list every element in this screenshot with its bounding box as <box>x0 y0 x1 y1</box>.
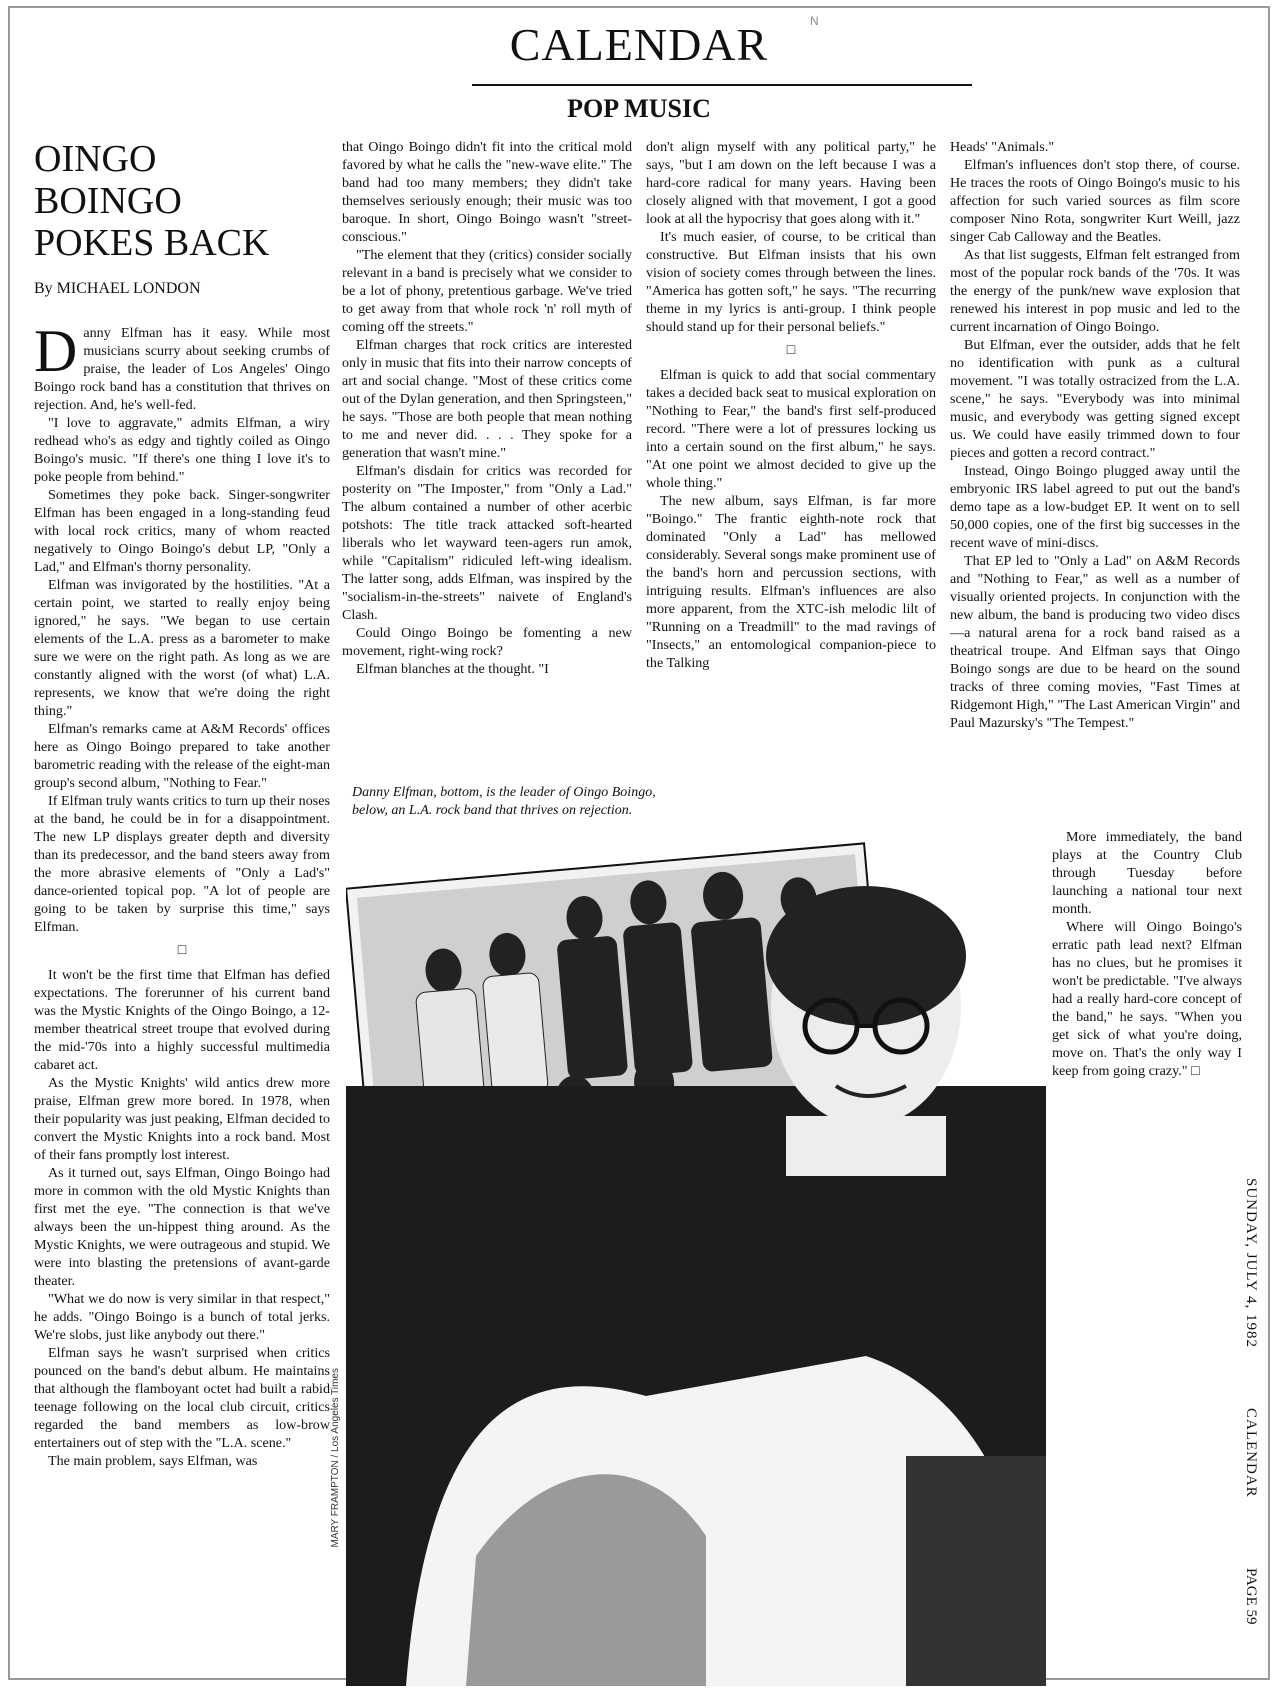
photo-collage <box>346 836 1046 1686</box>
paragraph: As that list suggests, Elfman felt estranged from most of the popular rock bands of the '70s. It was the energy of the punk/new wave explosion that renewed his interest in pop music and led to the current incarnation of Oingo Boingo. <box>950 247 1240 335</box>
article-column-2 <box>342 138 632 678</box>
headline-line-3: POKES BACK <box>34 222 270 264</box>
article-column-1 <box>34 318 330 1470</box>
paragraph: Elfman was invigorated by the hostilities. "At a certain point, we started to really enjoy being ignored," he says. "We began to use certain elements of the L.A. press as a barometer to make sure we were on the right path. As long as we are constantly aligned with the worst (of what) L.A. represents, we know that we're doing the right thing." <box>34 577 330 719</box>
headline <box>34 138 324 264</box>
photo-credit: MARY FRAMPTON / Los Angeles Times <box>330 1368 341 1548</box>
paragraph: As it turned out, says Elfman, Oingo Boingo had more in common with the old Mystic Knights than first met the eye. "The connection is that we've always been the un-hippest thing around. As the Mystic Knights, we were outrageous and stupid. We were into blasting the pretensions of avant-garde theater. <box>34 1165 330 1289</box>
masthead-rule <box>472 84 972 86</box>
side-section-name: CALENDAR <box>1243 1408 1259 1498</box>
paragraph: If Elfman truly wants critics to turn up their noses at the band, he could be in for a disappointment. The new LP displays greater depth and diversity than its predecessor, and the band steers away from the more abrasive elements of "Only a Lad's" dance-oriented topical pop. "A lot of people are going to be taken by surprise this time," says Elfman. <box>34 793 330 935</box>
article-column-4-continued <box>1052 828 1242 1080</box>
paragraph: It won't be the first time that Elfman has defied expectations. The forerunner of his current band was the Mystic Knights of the Oingo Boingo, a 12-member theatrical street troupe that evolved during the mid-'70s into a highly successful multimedia cabaret act. <box>34 967 330 1073</box>
paragraph: Elfman's disdain for critics was recorded for posterity on "The Imposter," from "Only a Lad." The album contained a number of other acerbic potshots: The title track attacked soft-hearted liberals who let wayward teen-agers run amok, while "Capitalism" ridiculed left-wing idealism. The latter song, adds Elfman, was inspired by the "socialism-in-the-streets" naivete of England's Clash. <box>342 463 632 623</box>
paragraph: The new album, says Elfman, is far more "Boingo." The frantic eighth-note rock that dominated "Only a Lad" has mellowed considerably. Several songs make prominent use of the band's horn and percussion sections, with intriguing results. Elfman's influences are also more apparent, from the XTC-ish melodic lilt of "Running on a Treadmill" to the mad ravings of "Insects," an entomological companion-piece to the Talking <box>646 493 936 671</box>
paragraph: It's much easier, of course, to be critical than constructive. But Elfman insists that his own vision of society comes through between the lines. "America has gotten soft," he says. "The recurring theme in my lyrics is anti-group. I think people should stand up for their personal beliefs." <box>646 229 936 335</box>
paragraph: The main problem, says Elfman, was <box>48 1453 258 1469</box>
drop-cap: D <box>34 318 78 384</box>
headline-line-1: OINGO <box>34 138 157 180</box>
newspaper-page <box>8 6 1270 1680</box>
masthead: CALENDAR <box>509 19 769 70</box>
paragraph: Sometimes they poke back. Singer-songwriter Elfman has been engaged in a long-standing feud with local rock critics, many of whom reacted negatively to Oingo Boingo's debut LP, "Only a Lad," and Elfman's thorny personality. <box>34 487 330 575</box>
paragraph: Elfman's influences don't stop there, of course. He traces the roots of Oingo Boingo's music to his affection for such varied sources as film score composer Nino Rota, songwriter Kurt Weill, jazz singer Cab Calloway and the Beatles. <box>950 157 1240 245</box>
paragraph: "The element that they (critics) consider socially relevant in a band is precisely what we consider to be a lot of phony, pretentious garbage. We've tried to get away from that whole rock 'n' roll myth of coming off the streets." <box>342 247 632 335</box>
paragraph: "I love to aggravate," admits Elfman, a wiry redhead who's as edgy and tightly coiled as Oingo Boingo's music. "If there's one thing I love it's to poke people from behind." <box>34 415 330 485</box>
paragraph: Where will Oingo Boingo's erratic path lead next? Elfman has no clues, but he promises it won't be predictable. "I've always had a really hard-core concept of the band," he says. "When you get sick of what you're doing, move on. That's the only way I keep from going crazy." □ <box>1052 919 1242 1079</box>
paragraph: Heads' "Animals." <box>950 139 1055 155</box>
section-break-box: □ <box>786 343 796 358</box>
headline-line-2: BOINGO <box>34 180 182 222</box>
article-column-3 <box>646 138 936 672</box>
section-break-box: □ <box>177 943 187 958</box>
paragraph: But Elfman, ever the outsider, adds that he felt no identification with punk as a cultural movement. "I was totally ostracized from the L.A. scene," he says. "Everybody was into minimal music, and everybody was getting signed except us. We could have easily trimmed down to four pieces and gotten a record contract." <box>950 337 1240 461</box>
dateline: SUNDAY, JULY 4, 1982 <box>1243 1178 1259 1349</box>
paragraph: As the Mystic Knights' wild antics drew more praise, Elfman grew more bored. In 1978, when their popularity was just peaking, Elfman decided to convert the Mystic Knights into a rock band. Most of their fans promptly lost interest. <box>34 1075 330 1163</box>
paragraph: don't align myself with any political party," he says, "but I am down on the left because I was a hard-core radical for many years. Having been closely aligned with that movement, I got a good look at all the hypocrisy that goes along with it." <box>646 139 936 227</box>
paragraph: More immediately, the band plays at the Country Club through Tuesday before launching a national tour next month. <box>1052 829 1242 917</box>
paragraph: Instead, Oingo Boingo plugged away until the embryonic IRS label agreed to put out the band's demo tape as a low-budget EP. It went on to sell 50,000 copies, one of the first big successes in the recent wave of mini-discs. <box>950 463 1240 551</box>
photo-caption: Danny Elfman, bottom, is the leader of Oingo Boingo, below, an L.A. rock band that thrives on rejection. <box>352 785 656 818</box>
paragraph: Elfman blanches at the thought. "I <box>356 661 549 677</box>
paragraph: Elfman is quick to add that social commentary takes a decided back seat to musical exploration on "Nothing to Fear," the band's first self-produced record. "There were a lot of pressures locking us into a certain sound on the first album," he says. "At one point we almost decided to give up the whole thing." <box>646 367 936 491</box>
paragraph: Elfman says he wasn't surprised when critics pounced on the band's debut album. He maintains that although the flamboyant octet had built a rabid teenage following on the local club circuit, critics regarded the band members as low-brow entertainers out of step with the "L.A. scene." <box>34 1345 330 1451</box>
byline: By MICHAEL LONDON <box>34 280 201 297</box>
paragraph: Danny Elfman has it easy. While most musicians scurry about seeking crumbs of praise, the leader of Los Angeles' Oingo Boingo rock band has a constitution that thrives on rejection. And, he's well-fed. <box>34 318 330 413</box>
page-number: PAGE 59 <box>1243 1568 1259 1625</box>
paragraph: Could Oingo Boingo be fomenting a new movement, right-wing rock? <box>342 625 632 659</box>
paragraph: that Oingo Boingo didn't fit into the critical mold favored by what he calls the "new-wave elite." The band had too many members; they didn't take themselves seriously enough; their music was too baroque. In short, Oingo Boingo wasn't "street-conscious." <box>342 139 632 245</box>
article-column-4 <box>950 138 1240 732</box>
paragraph: "What we do now is very similar in that respect," he adds. "Oingo Boingo is a bunch of total jerks. We're slobs, just like anybody out there." <box>34 1291 330 1343</box>
section-label: POP MUSIC <box>567 94 711 123</box>
paragraph: Elfman charges that rock critics are interested only in music that fits into their narrow concepts of art and social change. "Most of these critics come out of the Dylan generation, and then Springsteen," he says. "Those are both people that mean nothing to me and never did. . . . They spoke for a generation that wasn't mine." <box>342 337 632 461</box>
paragraph: That EP led to "Only a Lad" on A&M Records and "Nothing to Fear," as well as a number of visually oriented projects. In conjunction with the new album, the band is producing two video discs—a natural arena for a rock band raised as a theatrical troupe. And Elfman says that Oingo Boingo songs are due to be heard on the sound tracks of three coming movies, "Fast Times at Ridgemont High," "The Last American Virgin" and Paul Mazursky's "The Tempest." <box>950 553 1240 731</box>
corner-mark: N <box>810 14 819 28</box>
paragraph: Elfman's remarks came at A&M Records' offices here as Oingo Boingo prepared to take another barometric reading with the release of the eight-man group's second album, "Nothing to Fear." <box>34 721 330 791</box>
